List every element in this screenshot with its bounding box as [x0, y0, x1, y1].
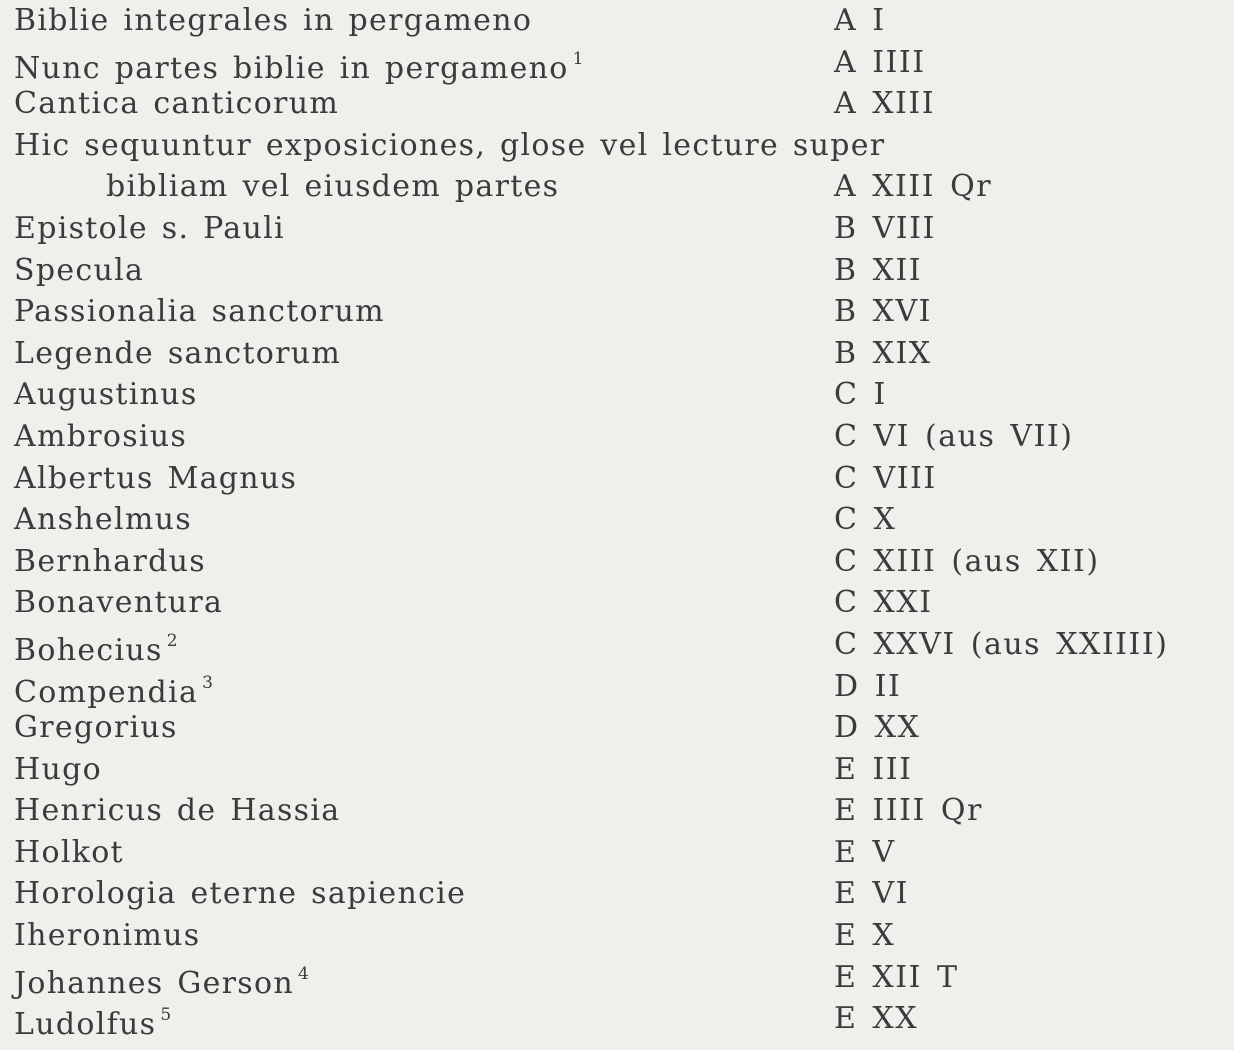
entry-title	[14, 790, 340, 832]
catalog-entry	[0, 42, 1234, 84]
entry-title	[14, 42, 585, 90]
entry-title-text: Cantica canticorum	[14, 86, 340, 122]
entry-title	[14, 250, 144, 292]
entry-shelfmark: B XIX	[834, 335, 932, 371]
entry-title-text: Augustinus	[14, 377, 198, 413]
entry-title	[14, 291, 385, 333]
entry-title-text: Ludolfus	[14, 1007, 157, 1043]
entry-title-text: Specula	[14, 252, 145, 288]
entry-title	[14, 416, 187, 458]
entry-shelfmark: E III	[834, 751, 913, 787]
entry-shelfmark: C X	[834, 502, 897, 538]
catalog-entry	[0, 125, 1234, 167]
entry-title-text: Hic sequuntur exposiciones, glose vel lecture super	[14, 127, 886, 163]
entry-shelfmark: B VIII	[834, 210, 936, 246]
catalog-entry	[0, 873, 1234, 915]
entry-title	[14, 541, 206, 583]
catalog-entry	[0, 915, 1234, 957]
catalog-entry	[0, 83, 1234, 125]
entry-shelfmark: C XXVI (aus XXIIII)	[834, 626, 1169, 662]
catalog-entry	[0, 166, 1234, 208]
catalog-entry	[0, 333, 1234, 375]
entry-title	[14, 666, 214, 714]
entry-shelfmark: A XIII	[834, 86, 936, 122]
entry-title	[14, 749, 102, 791]
entry-shelfmark: E XX	[834, 1001, 919, 1037]
entry-title	[14, 458, 297, 500]
entry-shelfmark: C VI (aus VII)	[834, 418, 1074, 454]
entry-shelfmark: E XII T	[834, 959, 959, 995]
entry-title-text: Epistole s. Pauli	[14, 210, 285, 246]
entry-shelfmark: C XIII (aus XII)	[834, 543, 1100, 579]
catalog-entry	[0, 374, 1234, 416]
entry-shelfmark: A I	[834, 3, 886, 38]
entry-title	[14, 125, 885, 167]
entry-shelfmark: C XXI	[834, 585, 933, 621]
footnote-marker: 2	[166, 630, 179, 651]
entry-shelfmark: C VIII	[834, 460, 937, 496]
entry-title-text: Ambrosius	[14, 418, 188, 454]
catalog-entry	[0, 707, 1234, 749]
catalog-entry	[0, 0, 1234, 42]
entry-title-text: Nunc partes biblie in pergameno	[14, 50, 569, 86]
entry-title-text: Bernhardus	[14, 543, 206, 579]
catalog-entry	[0, 957, 1234, 999]
catalog-entry	[0, 416, 1234, 458]
entry-title-text: Bohecius	[14, 632, 163, 668]
entry-title-text: Passionalia sanctorum	[14, 294, 385, 330]
entry-title-text: Hugo	[14, 751, 102, 787]
entry-shelfmark: C I	[834, 377, 887, 413]
entry-title-text: Compendia	[14, 674, 199, 710]
catalog-entry	[0, 582, 1234, 624]
catalog-entry	[0, 790, 1234, 832]
entry-title	[14, 998, 172, 1046]
catalog-entry	[0, 666, 1234, 708]
entry-shelfmark: E X	[834, 918, 896, 954]
footnote-marker: 4	[297, 963, 311, 984]
entry-shelfmark: B XVI	[834, 294, 932, 330]
catalog-entry	[0, 499, 1234, 541]
catalog-entry	[0, 541, 1234, 583]
entry-title-text: Horologia eterne sapiencie	[14, 876, 467, 912]
entry-title-text: Legende sanctorum	[14, 335, 342, 371]
footnote-marker: 1	[572, 48, 585, 69]
entry-shelfmark: A XIII Qr	[834, 169, 993, 205]
catalog-entry	[0, 208, 1234, 250]
entry-title	[14, 0, 532, 42]
catalog-entry	[0, 832, 1234, 874]
entry-shelfmark: A IIII	[834, 44, 926, 80]
catalog-entry	[0, 749, 1234, 791]
entry-title	[14, 832, 124, 874]
entry-shelfmark: E V	[834, 834, 896, 870]
footnote-marker: 5	[160, 1005, 173, 1026]
entry-title-text: Biblie integrales in pergameno	[14, 3, 533, 38]
catalog-entry	[0, 291, 1234, 333]
catalog-entry	[0, 624, 1234, 666]
entry-shelfmark: D XX	[834, 710, 921, 746]
entry-title	[14, 873, 466, 915]
entry-title	[14, 499, 192, 541]
entry-title	[14, 624, 179, 672]
entry-shelfmark: E VI	[834, 876, 909, 912]
entry-title	[14, 582, 223, 624]
entry-title-text: Gregorius	[14, 710, 178, 746]
catalog-entry	[0, 250, 1234, 292]
entry-title	[14, 707, 178, 749]
entry-shelfmark: B XII	[834, 252, 923, 288]
entry-title-text: Johannes Gerson	[14, 965, 294, 1001]
entry-title-text: Albertus Magnus	[14, 460, 298, 496]
catalog-entry	[0, 458, 1234, 500]
entry-title	[14, 83, 339, 125]
entry-title	[14, 915, 200, 957]
entry-shelfmark: D II	[834, 668, 902, 704]
entry-title-text: Iheronimus	[14, 918, 201, 954]
entry-title	[106, 166, 559, 208]
footnote-marker: 3	[202, 672, 215, 693]
catalog-entry	[0, 998, 1234, 1043]
entry-title	[14, 957, 310, 1005]
entry-title-text: Bonaventura	[14, 585, 224, 621]
entry-shelfmark: E IIII Qr	[834, 793, 983, 829]
entry-title	[14, 374, 198, 416]
entry-title	[14, 208, 285, 250]
entry-title-text: Holkot	[14, 834, 124, 870]
entry-title-text: Anshelmus	[14, 502, 192, 538]
entry-title-text: bibliam vel eiusdem partes	[106, 169, 560, 205]
entry-title-text: Henricus de Hassia	[14, 793, 341, 829]
entry-title	[14, 333, 341, 375]
